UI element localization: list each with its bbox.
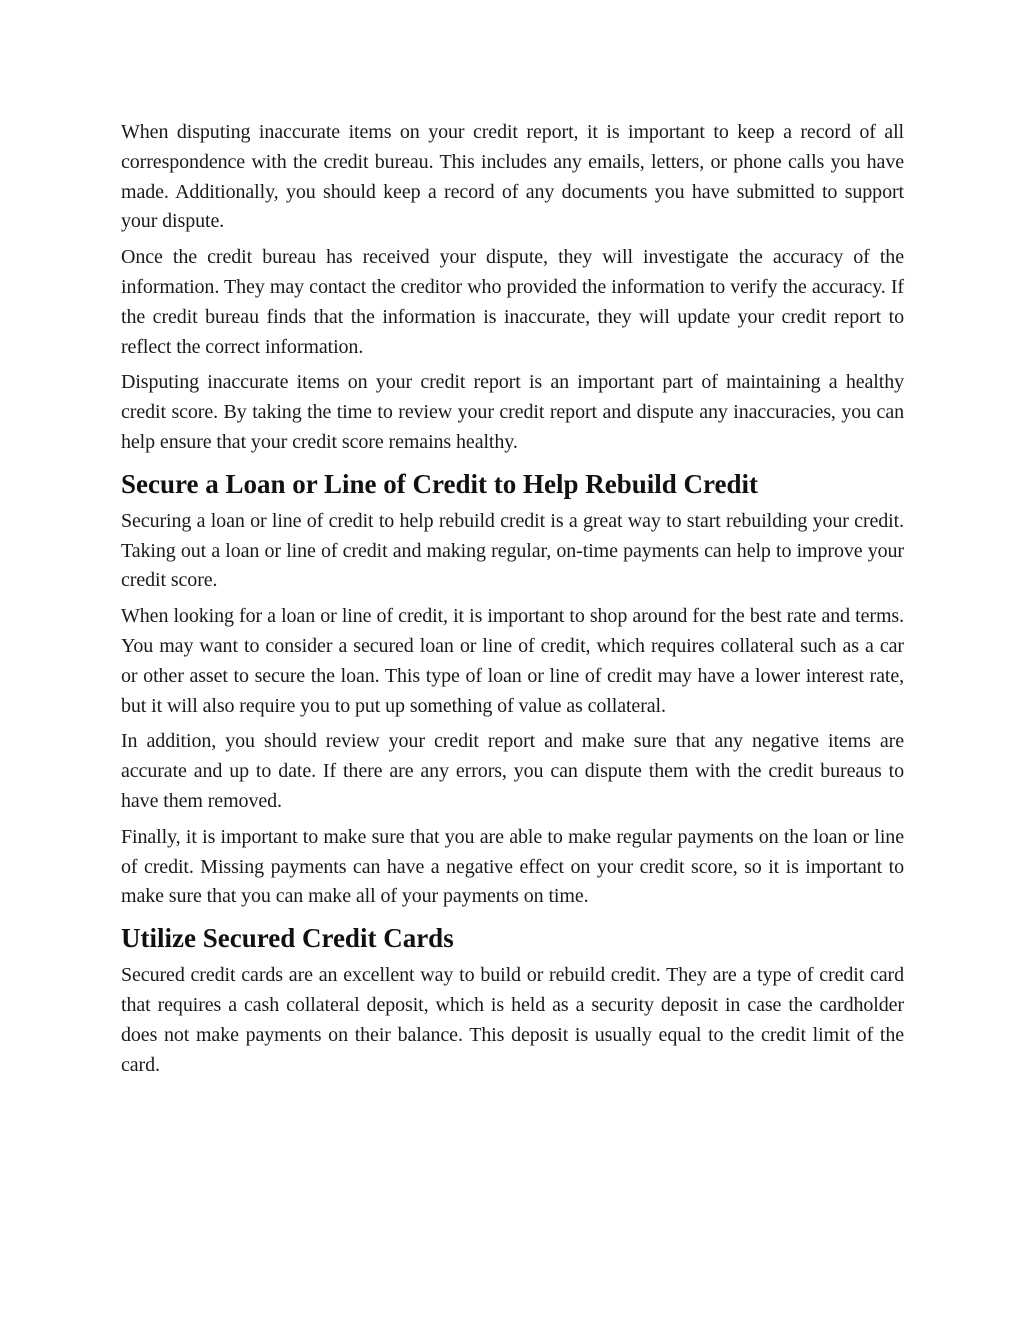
paragraph-securing-loan: Securing a loan or line of credit to help rebuild credit is a great way to start rebuilding your credit. Taking out a loan or line of credit and making regular, on-time payments can help to improve your credit score. <box>121 509 904 592</box>
heading-secured-cards: Utilize Secured Credit Cards <box>121 923 454 954</box>
paragraph-secured-cards: Secured credit cards are an excellent way to build or rebuild credit. They are a type of credit card that requires a cash collateral deposit, which is held as a security deposit in case the cardholder does not make payments on their balance. This deposit is usually equal to the credit limit of the card. <box>121 964 904 1076</box>
paragraph-regular-payments: Finally, it is important to make sure that you are able to make regular payments on the loan or line of credit. Missing payments can have a negative effect on your credit score, so it is important to make sure that you can make all of your payments on time. <box>121 825 904 908</box>
paragraph-disputing-importance: Disputing inaccurate items on your credit report is an important part of maintaining a healthy credit score. By taking the time to review your credit report and dispute any inaccuracies, you can help ensure that your credit score remains healthy. <box>121 371 904 453</box>
paragraph-shop-around: When looking for a loan or line of credit, it is important to shop around for the best rate and terms. You may want to consider a secured loan or line of credit, which requires collateral such as a car or other asset to secure the loan. This type of loan or line of credit may have a lower interest rate, but it will also require you to put up something of value as collateral. <box>121 605 904 717</box>
heading-secure-loan: Secure a Loan or Line of Credit to Help Rebuild Credit <box>121 468 759 499</box>
paragraph-review-report: In addition, you should review your credit report and make sure that any negative items are accurate and up to date. If there are any errors, you can dispute them with the credit bureaus to have them removed. <box>121 730 904 812</box>
document-page <box>121 118 904 1086</box>
paragraph-bureau-investigation: Once the credit bureau has received your dispute, they will investigate the accuracy of the information. They may contact the creditor who provided the information to verify the accuracy. If the credit bureau finds that the information is inaccurate, they will update your credit report to reflect the correct information. <box>121 246 904 358</box>
paragraph-record-correspondence: When disputing inaccurate items on your credit report, it is important to keep a record of all correspondence with the credit bureau. This includes any emails, letters, or phone calls you have made. Additionally, you should keep a record of any documents you have submitted to support your dispute. <box>121 121 904 233</box>
